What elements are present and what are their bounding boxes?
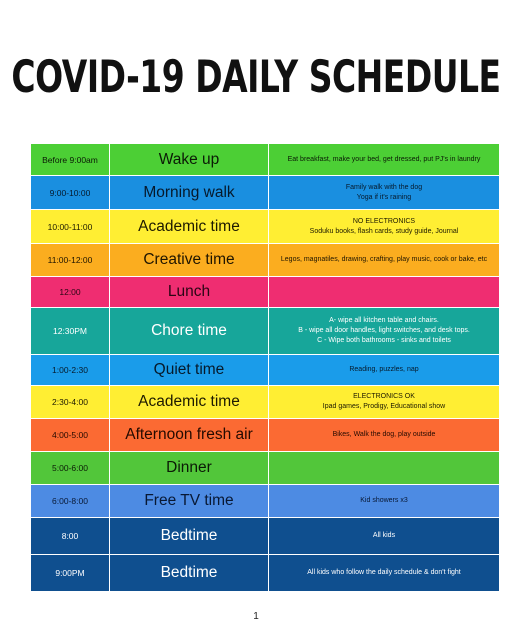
activity-cell: Lunch [110,277,269,308]
activity-cell: Academic time [110,386,269,419]
description-line: Eat breakfast, make your bed, get dressed, put PJ's in laundry [287,155,481,163]
description-line: All kids who follow the daily schedule & don't fight [307,569,461,576]
description-line: Ipad games, Prodigy, Educational show [322,403,446,410]
page-title: COVID-19 DAILY SCHEDULE [11,50,501,103]
time-cell: 12:30PM [31,308,110,355]
description-line: Yoga if it's raining [356,193,412,201]
description-line: ELECTRONICS OK [353,393,415,400]
description-cell [269,176,500,210]
schedule-row [31,210,500,244]
schedule-row [31,452,500,485]
description-line: NO ELECTRONICS [352,217,416,225]
description-cell [269,308,500,355]
schedule-row [31,355,500,386]
activity-cell: Wake up [110,144,269,176]
time-cell: 1:00-2:30 [31,355,110,386]
activity-cell: Academic time [110,210,269,244]
time-cell: Before 9:00am [31,144,110,176]
schedule-row [31,518,500,555]
time-cell: 10:00-11:00 [31,210,110,244]
time-cell: 9:00-10:00 [31,176,110,210]
time-cell: 6:00-8:00 [31,485,110,518]
activity-cell: Bedtime [110,518,269,555]
description-cell [269,419,500,452]
description-cell [269,244,500,277]
activity-cell: Dinner [110,452,269,485]
description-cell [269,355,500,386]
description-cell [269,555,500,592]
time-cell: 8:00 [31,518,110,555]
schedule-row [31,277,500,308]
description-cell [269,277,500,308]
description-cell [269,386,500,419]
description-line: Family walk with the dog [345,183,423,191]
schedule-row [31,485,500,518]
description-line: Soduku books, flash cards, study guide, Journal [309,227,459,235]
time-cell: 9:00PM [31,555,110,592]
description-line: C - Wipe both bathrooms - sinks and toilets [317,337,451,344]
schedule-row [31,419,500,452]
description-cell [269,485,500,518]
activity-cell: Chore time [110,308,269,355]
schedule-row [31,144,500,176]
time-cell: 5:00-6:00 [31,452,110,485]
description-line: Kid showers x3 [360,497,408,504]
schedule-row [31,244,500,277]
activity-cell: Morning walk [110,176,269,210]
description-line: B - wipe all door handles, light switches, and desk tops. [298,327,470,334]
schedule-row [31,176,500,210]
activity-cell: Quiet time [110,355,269,386]
time-cell: 2:30-4:00 [31,386,110,419]
description-cell [269,452,500,485]
time-cell: 4:00-5:00 [31,419,110,452]
description-cell [269,210,500,244]
description-cell [269,518,500,555]
schedule-table [30,143,500,592]
description-cell [269,144,500,176]
activity-cell: Bedtime [110,555,269,592]
time-cell: 11:00-12:00 [31,244,110,277]
description-line: Legos, magnatiles, drawing, crafting, play music, cook or bake, etc [280,256,488,263]
schedule-row [31,308,500,355]
description-line: Bikes, Walk the dog, play outside [332,431,436,438]
page-number: 1 [253,611,259,622]
description-line: All kids [372,532,396,539]
schedule-row [31,386,500,419]
description-line: A- wipe all kitchen table and chairs. [329,317,439,324]
description-line: Reading, puzzles, nap [349,366,419,373]
time-cell: 12:00 [31,277,110,308]
schedule-row [31,555,500,592]
activity-cell: Afternoon fresh air [110,419,269,452]
activity-cell: Creative time [110,244,269,277]
activity-cell: Free TV time [110,485,269,518]
